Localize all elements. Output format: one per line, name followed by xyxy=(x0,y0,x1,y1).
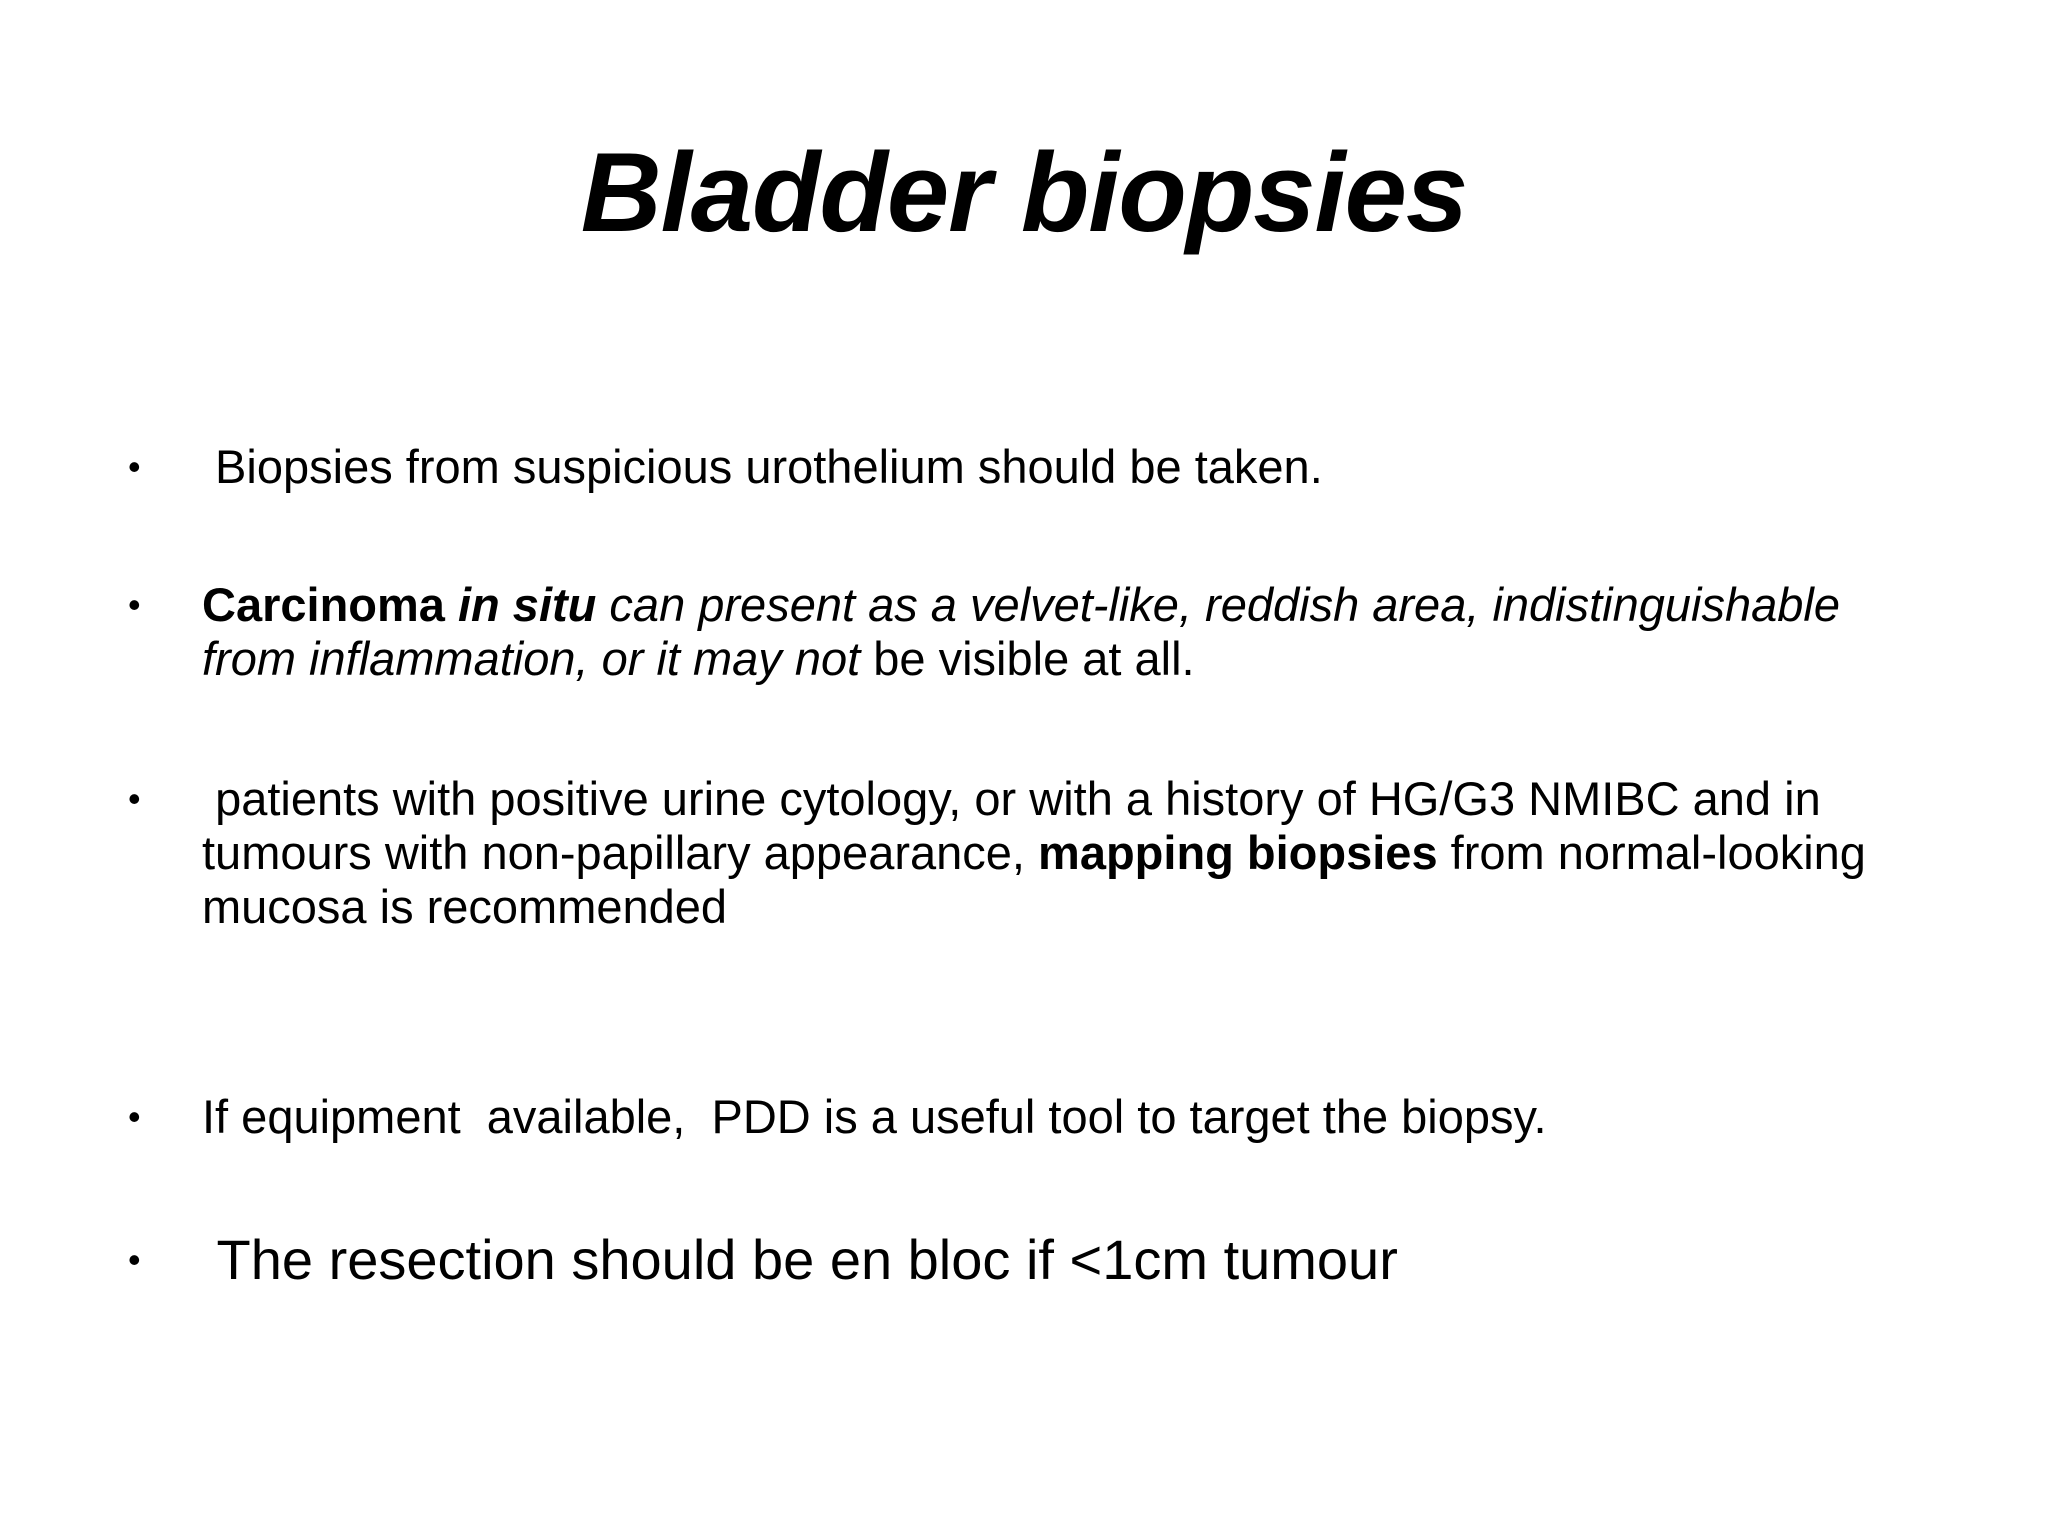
slide-title: Bladder biopsies xyxy=(580,130,1468,255)
bullet-text: If equipment available, PDD is a useful tool to target the biopsy. xyxy=(202,1090,1547,1143)
bullet-dot: • xyxy=(128,1096,141,1137)
bullet-dot: • xyxy=(128,778,141,819)
italic-phrase: can present as a velvet-like, reddish area, indistinguishable from inflammation, or it may not xyxy=(202,578,1840,685)
plain-phrase: from normal-looking mucosa is recommended xyxy=(202,826,1880,933)
bullet-text: Biopsies from suspicious urothelium should be taken. xyxy=(202,440,1323,493)
bullet-dot: • xyxy=(128,1239,141,1280)
bullet-dot: • xyxy=(128,584,141,625)
bullet-dot: • xyxy=(128,446,141,487)
bullet-text: The resection should be en bloc if <1cm tumour xyxy=(202,1228,1398,1291)
bullet-text xyxy=(202,772,1922,934)
bold-italic-phrase: in situ xyxy=(457,578,597,631)
bold-phrase: mapping biopsies xyxy=(1038,826,1438,879)
plain-phrase: be visible at all. xyxy=(860,632,1195,685)
plain-phrase: patients with positive urine cytology, or with a history of HG/G3 NMIBC and in tumours with non-papillary appearance, xyxy=(202,772,1834,879)
bold-phrase: Carcinoma xyxy=(202,578,458,631)
bullet-text xyxy=(202,578,1922,686)
